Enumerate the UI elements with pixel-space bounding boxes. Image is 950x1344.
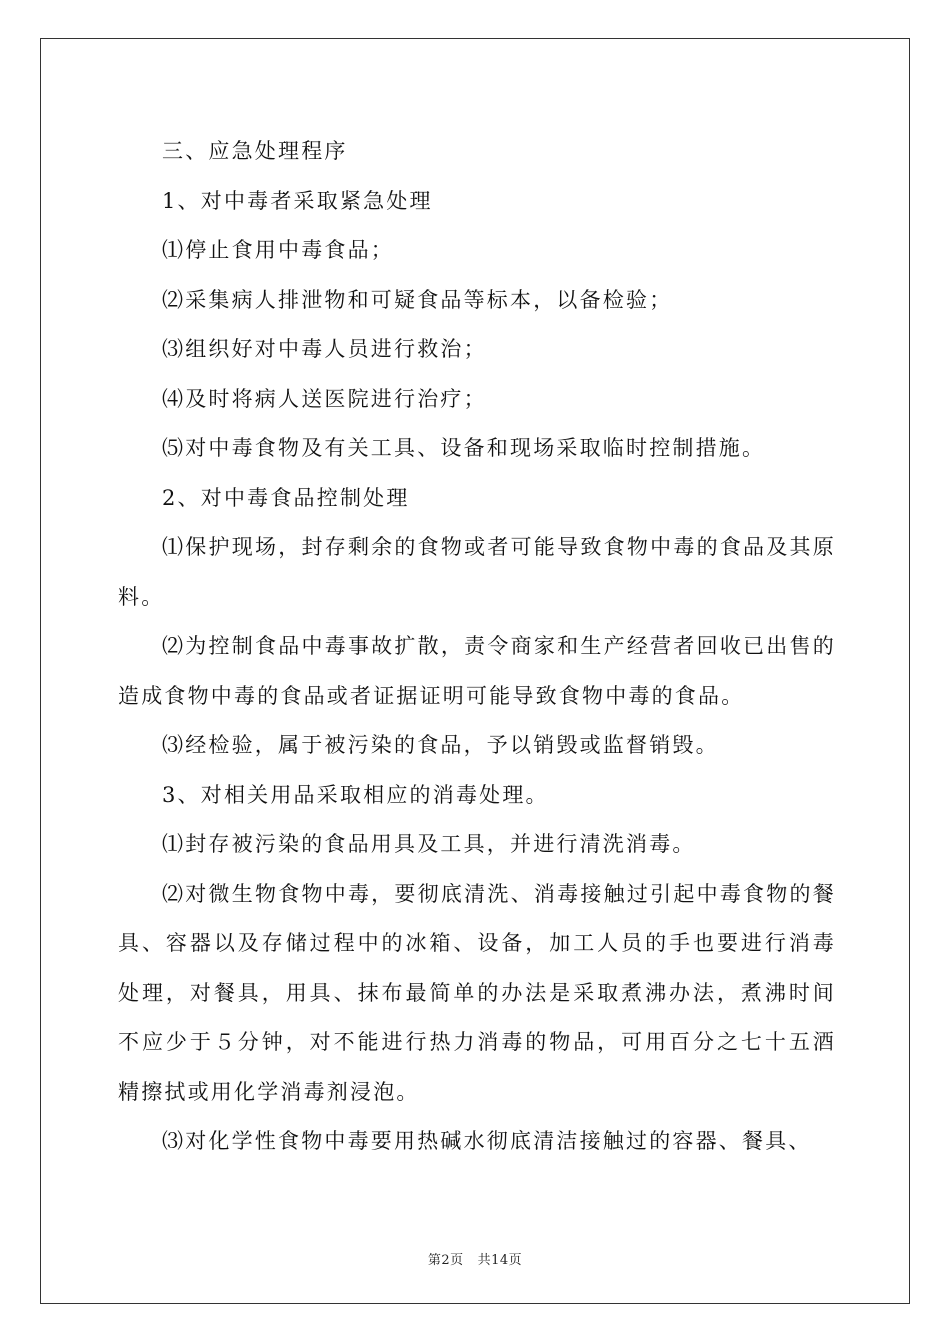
list-item: ⑴封存被污染的食品用具及工具，并进行清洗消毒。 xyxy=(162,832,696,856)
list-item: ⑷及时将病人送医院进行治疗； xyxy=(162,386,487,411)
page-number: 第2页 xyxy=(427,1253,464,1268)
list-item: ⑵为控制食品中毒事故扩散，责令商家和生产经营者回收已出售的造成食物中毒的食品或者证据证明可能导致食物中毒的食品。 xyxy=(118,634,836,708)
list-item: ⑶经检验，属于被污染的食品，予以销毁或监督销毁。 xyxy=(162,733,719,757)
list-item: ⑸对中毒食物及有关工具、设备和现场采取临时控制措施。 xyxy=(162,436,766,460)
list-item: ⑴停止食用中毒食品； xyxy=(162,238,394,262)
total-pages: 共14页 xyxy=(477,1253,523,1268)
list-item: ⑶组织好对中毒人员进行救治； xyxy=(162,337,487,361)
section-heading: 三、应急处理程序 xyxy=(162,139,348,163)
list-item: ⑶对化学性食物中毒要用热碱水彻底清洁接触过的容器、餐具、 xyxy=(162,1129,812,1153)
subsection-heading: 1、对中毒者采取紧急处理 xyxy=(162,188,433,213)
subsection-heading: 3、对相关用品采取相应的消毒处理。 xyxy=(162,782,549,807)
list-item: ⑴保护现场，封存剩余的食物或者可能导致食物中毒的食品及其原料。 xyxy=(118,535,836,609)
document-body xyxy=(118,127,836,1167)
list-item: ⑵对微生物食物中毒，要彻底清洗、消毒接触过引起中毒食物的餐具、容器以及存储过程中的冰箱、设备，加工人员的手也要进行消毒处理，对餐具，用具、抹布最简单的办法是采取煮沸办法，煮沸时间不应少于５分钟，对不能进行热力消毒的物品，可用百分之七十五酒精擦拭或用化学消毒剂浸泡。 xyxy=(118,881,836,1104)
page-footer xyxy=(0,1249,950,1268)
subsection-heading: 2、对中毒食品控制处理 xyxy=(162,485,410,510)
list-item: ⑵采集病人排泄物和可疑食品等标本，以备检验； xyxy=(162,287,673,312)
